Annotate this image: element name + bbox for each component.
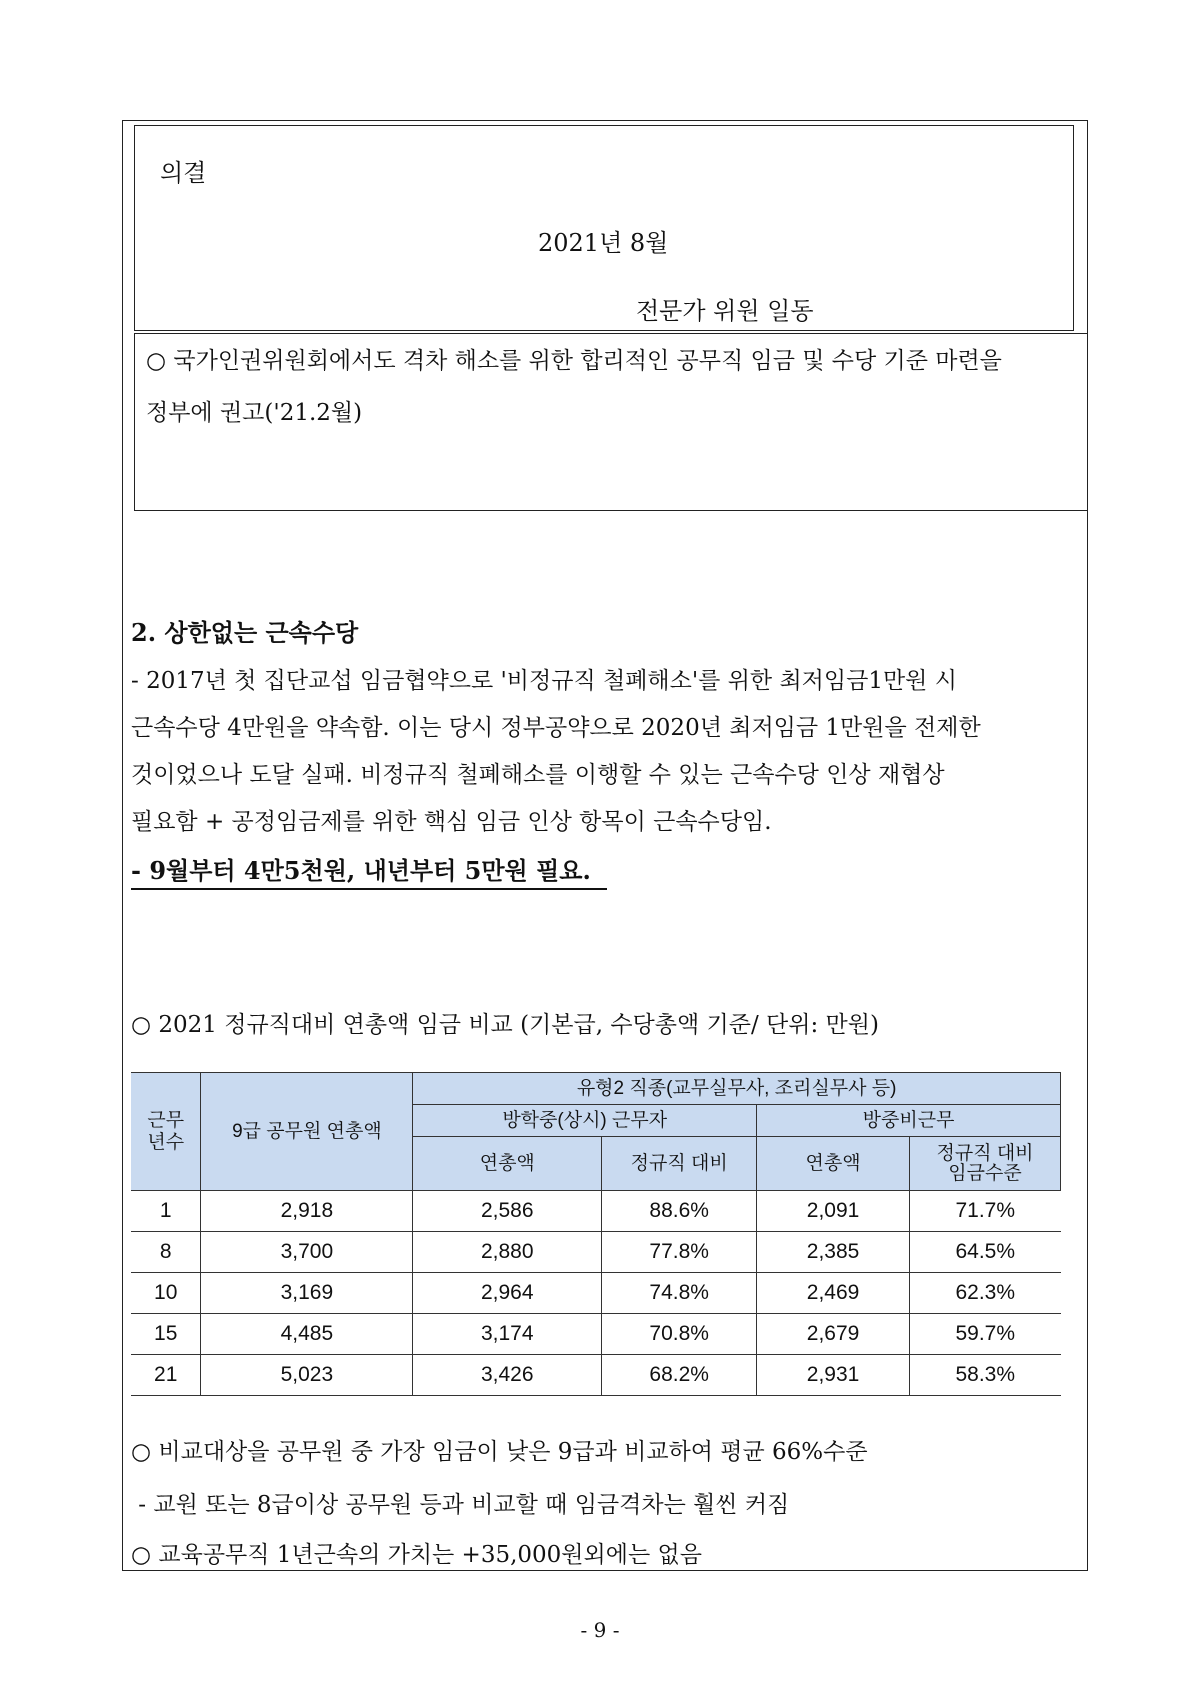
cell-a-total: 3,174 <box>413 1314 602 1355</box>
note-1: ○ 비교대상을 공무원 중 가장 임금이 낮은 9급과 비교하여 평균 66%수준 <box>131 1439 868 1465</box>
cell-b-ratio: 62.3% <box>910 1273 1061 1314</box>
section-paragraph-line-1: - 2017년 첫 집단교섭 임금협약으로 '비정규직 철폐해소'를 위한 최저임금1만원 시 <box>131 668 957 694</box>
cell-a-total: 2,964 <box>413 1273 602 1314</box>
cell-years: 8 <box>131 1232 201 1273</box>
cell-b-total: 2,469 <box>757 1273 910 1314</box>
resolution-label: 의결 <box>160 159 207 187</box>
header-a-ratio: 정규직 대비 <box>602 1137 757 1191</box>
cell-grade9: 2,918 <box>201 1191 413 1232</box>
cell-a-total: 2,880 <box>413 1232 602 1273</box>
header-grade9-total: 9급 공무원 연총액 <box>201 1073 413 1191</box>
cell-a-ratio: 88.6% <box>602 1191 757 1232</box>
cell-grade9: 4,485 <box>201 1314 413 1355</box>
recommendation-line-2: 정부에 권고('21.2월) <box>146 400 363 426</box>
header-b-ratio: 정규직 대비 임금수준 <box>910 1137 1061 1191</box>
cell-b-ratio: 59.7% <box>910 1314 1061 1355</box>
table-row <box>131 1191 1061 1232</box>
header-vacation-workers: 방학중(상시) 근무자 <box>413 1105 757 1137</box>
resolution-signatory: 전문가 위원 일동 <box>636 297 814 325</box>
cell-b-total: 2,931 <box>757 1355 910 1396</box>
wage-comparison-table <box>131 1072 1061 1396</box>
note-2: - 교원 또는 8급이상 공무원 등과 비교할 때 임금격차는 훨씬 커짐 <box>131 1492 790 1518</box>
section-paragraph-line-4: 필요함 + 공정임금제를 위한 핵심 임금 인상 항목이 근속수당임. <box>131 809 772 835</box>
table-row <box>131 1232 1061 1273</box>
table-row <box>131 1355 1061 1396</box>
header-type2: 유형2 직종(교무실무사, 조리실무사 등) <box>413 1073 1061 1105</box>
table-row <box>131 1273 1061 1314</box>
header-b-total: 연총액 <box>757 1137 910 1191</box>
cell-years: 15 <box>131 1314 201 1355</box>
cell-b-total: 2,385 <box>757 1232 910 1273</box>
emphasis-underline <box>131 888 607 890</box>
cell-a-total: 2,586 <box>413 1191 602 1232</box>
cell-grade9: 3,169 <box>201 1273 413 1314</box>
section-paragraph-line-3: 것이었으나 도달 실패. 비정규직 철폐해소를 이행할 수 있는 근속수당 인상 재협상 <box>131 762 945 788</box>
cell-a-ratio: 70.8% <box>602 1314 757 1355</box>
cell-b-ratio: 71.7% <box>910 1191 1061 1232</box>
cell-a-ratio: 77.8% <box>602 1232 757 1273</box>
cell-a-total: 3,426 <box>413 1355 602 1396</box>
cell-b-ratio: 64.5% <box>910 1232 1061 1273</box>
table-row <box>131 1314 1061 1355</box>
resolution-date: 2021년 8월 <box>538 229 669 257</box>
cell-grade9: 3,700 <box>201 1232 413 1273</box>
page-number: - 9 - <box>580 1618 620 1642</box>
header-a-total: 연총액 <box>413 1137 602 1191</box>
cell-b-total: 2,091 <box>757 1191 910 1232</box>
section-heading: 2. 상한없는 근속수당 <box>131 618 359 647</box>
cell-a-ratio: 74.8% <box>602 1273 757 1314</box>
cell-years: 1 <box>131 1191 201 1232</box>
table-caption: ○ 2021 정규직대비 연총액 임금 비교 (기본급, 수당총액 기준/ 단위: 만원) <box>131 1012 879 1038</box>
cell-years: 21 <box>131 1355 201 1396</box>
note-3: ○ 교육공무직 1년근속의 가치는 +35,000원외에는 없음 <box>131 1542 702 1568</box>
section-emphasis: - 9월부터 4만5천원, 내년부터 5만원 필요. <box>131 856 591 885</box>
header-years: 근무 년수 <box>131 1073 201 1191</box>
cell-b-total: 2,679 <box>757 1314 910 1355</box>
cell-b-ratio: 58.3% <box>910 1355 1061 1396</box>
cell-a-ratio: 68.2% <box>602 1355 757 1396</box>
cell-grade9: 5,023 <box>201 1355 413 1396</box>
cell-years: 10 <box>131 1273 201 1314</box>
recommendation-line-1: ○ 국가인권위원회에서도 격차 해소를 위한 합리적인 공무직 임금 및 수당 기준 마련을 <box>146 348 1002 374</box>
section-paragraph-line-2: 근속수당 4만원을 약속함. 이는 당시 정부공약으로 2020년 최저임금 1만원을 전제한 <box>131 715 981 741</box>
header-vacation-nonworkers: 방중비근무 <box>757 1105 1061 1137</box>
